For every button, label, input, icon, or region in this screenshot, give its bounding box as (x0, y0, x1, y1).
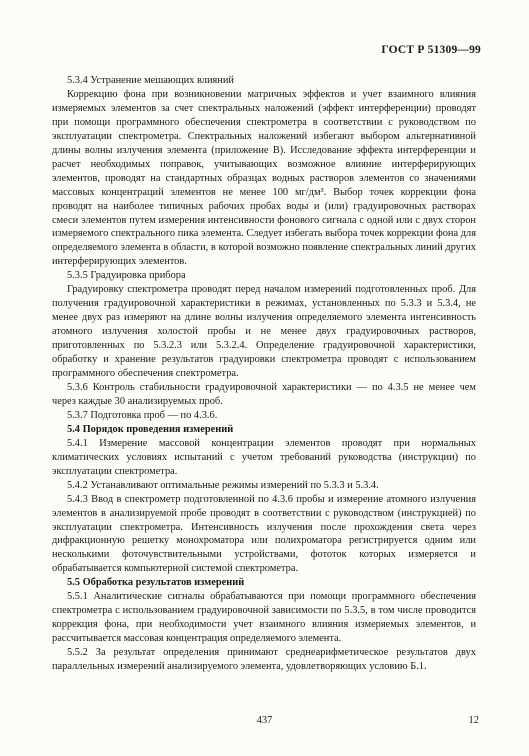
paragraph: 5.3.7 Подготовка проб — по 4.3.6. (67, 409, 218, 421)
document-header: ГОСТ Р 51309—99 (381, 44, 481, 56)
paragraph: 5.4.2 Устанавливают оптимальные режимы измерений по 5.3.3 и 5.3.4. (67, 479, 379, 491)
paragraph: 5.3.4 Устранение мешающих влияний (67, 75, 234, 86)
paragraph: 5.3.6 Контроль стабильности градуировочной характеристики — по 4.3.5 не менее чем через каждые 30 анализируемых проб. (52, 381, 476, 407)
section-heading: 5.5 Обработка результатов измерений (67, 577, 245, 589)
paragraph: 5.5.1 Аналитические сигналы обрабатываются при помощи программного обеспечения спектрометра с использованием градуировочной зависимости по 5.3.5, в том числе проводится коррекция фона, при необходимости учет взаимного влияния измеряемых элементов, и рассчитывается массовая концентрация определяемого элемента. (52, 591, 476, 645)
paragraph: 5.4.3 Ввод в спектрометр подготовленной по 4.3.6 пробы и измерение атомного излучения элементов в анализируемой пробе проводят в соответствии с руководством (инструкцией) по эксплуатации спектрометра. Интенсивность излучения после прохождения света через дифракционную решетку монохроматора или полихроматора регистрируется одним или несколькими фоточувствительными устройствами, фототок которых измеряется и обрабатывается компьютерной системой спектрометра. (52, 493, 476, 575)
document-body (52, 74, 476, 674)
page-number-center: 437 (256, 715, 273, 726)
paragraph: 5.4.1 Измерение массовой концентрации элементов проводят при нормальных климатических условиях испытаний с учетом требований руководства (инструкции) по эксплуатации спектрометра. (52, 437, 476, 477)
paragraph: 5.5.2 За результат определения принимают среднеарифметическое результатов двух параллельных измерений анализируемого элемента, удовлетворяющих условию Б.1. (52, 647, 476, 673)
section-heading: 5.4 Порядок проведения измерений (67, 423, 234, 435)
paragraph: Градуировку спектрометра проводят перед началом измерений подготовленных проб. Для получения градуировочной характеристики в режимах, установленных по 5.3.3 и 5.3.4, не менее двух раз измеряют на длине волны излучения определяемого элемента интенсивность атомного излучения холостой пробы и не менее двух градуировочных растворов, приготовленных по 5.3.2.3 или 5.3.2.4. Определение градуировочной характеристики, обработку и хранение результатов градуировки спектрометра проводят с использованием программного обеспечения спектрометра. (52, 284, 476, 380)
page-number-right: 12 (468, 715, 479, 726)
paragraph: 5.3.5 Градуировка прибора (67, 270, 186, 282)
paragraph: Коррекцию фона при возникновении матричных эффектов и учет взаимного влияния измеряемых элементов за счет спектральных наложений (эффект интерференции) проводят при помощи программного обеспечения спектрометра в соответствии с руководством по эксплуатации спектрометра. Спектральных наложений избегают выбором альтернативной длины волны излучения элемента (приложение В). Исследование эффекта интерференции и расчет необходимых поправок, учитывающих возможное влияние интерферирующих элементов, проводят на стандартных образцах водных растворов элементов со значениями массовых концентраций элементов не менее 100 мг/дм³. Выбор точек коррекции фона проводят на наиболее типичных рабочих пробах воды и (или) градуировочных растворах смеси элементов путем измерения интенсивности фонового сигнала с одной или с двух сторон измеряемого спектрального пика элемента. Следует избегать выбора точек коррекции фона для определяемого элемента в области, в которой возможно появление спектральных линий других интерферирующих элементов. (52, 88, 476, 268)
